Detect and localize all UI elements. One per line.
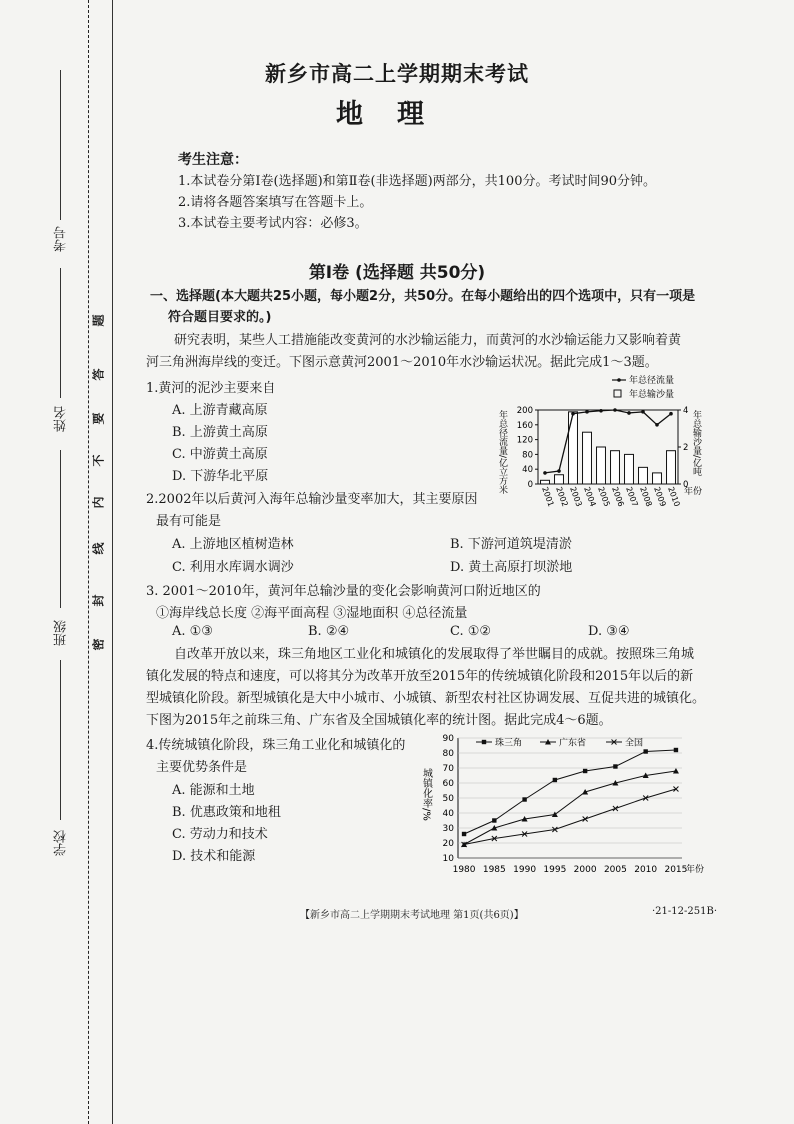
section-title: 第Ⅰ卷 (选择题 共50分) <box>308 263 486 283</box>
sediment-bar <box>653 473 662 484</box>
left-tick-label: 160 <box>516 420 533 431</box>
runoff-point <box>641 410 645 414</box>
x-tick-label: 2015 <box>664 865 688 875</box>
legend-bar-swatch <box>614 390 621 397</box>
q3-option-b: B. ②④ <box>308 624 350 639</box>
notice-item: 3.本试卷主要考试内容：必修3。 <box>178 216 368 231</box>
sediment-bar <box>583 432 592 484</box>
left-tick-label: 80 <box>522 450 533 461</box>
x-tick-label: 2006 <box>610 485 626 508</box>
x-tick-label: 2010 <box>666 485 682 508</box>
q4-stem-2: 主要优势条件是 <box>156 760 248 775</box>
series-point <box>462 832 466 836</box>
name-fill-line <box>60 268 61 398</box>
y-tick-label: 30 <box>442 824 454 834</box>
x-tick-label: 2007 <box>624 485 640 508</box>
x-tick-label: 2005 <box>603 865 627 875</box>
seal-char: 答 <box>91 368 106 381</box>
name-label: 姓名 <box>54 406 69 432</box>
exam-no-label: 考号 <box>54 226 69 252</box>
series-point <box>492 818 496 822</box>
x-tick-label: 1985 <box>482 865 506 875</box>
series-point <box>522 797 526 801</box>
seal-char: 封 <box>91 594 106 607</box>
q2-option-b: B. 下游河道筑堤清淤 <box>450 537 572 552</box>
right-tick-label: 2 <box>683 443 689 453</box>
runoff-point <box>613 408 617 412</box>
passage1-line: 研究表明，某些人工措施能改变黄河的水沙输运能力，而黄河的水沙输运能力又影响着黄 <box>174 333 682 348</box>
passage2-line: 型城镇化阶段。新型城镇化是大中小城市、小城镇、新型农村社区协调发展、互促共进的城镇化。 <box>146 691 706 706</box>
left-tick-label: 120 <box>516 435 533 446</box>
x-tick-label: 2008 <box>638 485 654 508</box>
legend-marker <box>482 740 486 744</box>
q4-option-d: D. 技术和能源 <box>172 849 256 864</box>
sediment-bar <box>569 412 578 484</box>
left-tick-label: 40 <box>522 465 533 476</box>
x-tick-label: 2005 <box>596 485 612 508</box>
series-line <box>464 789 676 845</box>
series-point <box>674 748 678 752</box>
runoff-point <box>585 410 589 414</box>
legend-label: 全国 <box>625 738 644 749</box>
series-point <box>613 764 617 768</box>
q3-option-a: A. ①③ <box>172 624 213 639</box>
y-tick-label: 60 <box>442 779 454 789</box>
seal-char: 密 <box>91 638 106 651</box>
q3-stem: 3. 2001～2010年，黄河年总输沙量的变化会影响黄河口附近地区的 <box>146 584 541 599</box>
q3-option-c: C. ①② <box>450 624 492 639</box>
right-tick-label: 4 <box>683 406 689 416</box>
runoff-point <box>669 412 673 416</box>
x-tick-label: 1990 <box>513 865 537 875</box>
series-point <box>583 769 587 773</box>
seal-char: 线 <box>91 542 106 555</box>
y-tick-label: 50 <box>442 794 454 804</box>
runoff-point <box>627 411 631 415</box>
legend-line-marker <box>617 378 621 382</box>
q3-option-d: D. ③④ <box>588 624 630 639</box>
q1-option-c: C. 中游黄土高原 <box>172 447 268 462</box>
runoff-line <box>545 410 671 473</box>
legend-runoff-label: 年总径流量 <box>629 376 675 386</box>
left-axis-label: 年总径流量/亿立方米 <box>497 410 507 495</box>
passage2-line: 下图为2015年之前珠三角、广东省及全国城镇化率的统计图。据此完成4～6题。 <box>146 713 612 728</box>
y-tick-label: 20 <box>442 839 454 849</box>
x-tick-label: 2004 <box>582 485 598 508</box>
seal-char: 题 <box>91 314 106 327</box>
x-axis-label: 年份 <box>684 487 703 497</box>
series-point <box>553 778 557 782</box>
y-tick-label: 80 <box>442 749 454 759</box>
series-point <box>643 749 647 753</box>
x-tick-label: 2001 <box>540 485 556 508</box>
legend-label: 珠三角 <box>495 738 523 749</box>
runoff-point <box>599 409 603 413</box>
legend-label: 广东省 <box>559 738 587 749</box>
sediment-bar <box>555 475 564 484</box>
notice-heading: 考生注意： <box>178 152 248 168</box>
class-label: 班级 <box>54 620 69 646</box>
q4-stem: 4.传统城镇化阶段，珠三角工业化和城镇化的 <box>146 738 406 753</box>
series-point <box>673 768 679 774</box>
q1-stem: 1.黄河的泥沙主要来自 <box>146 381 276 396</box>
notice-item: 1.本试卷分第Ⅰ卷(选择题)和第Ⅱ卷(非选择题)两部分，共100分。考试时间90分钟。 <box>178 174 657 189</box>
x-tick-label: 1995 <box>543 865 567 875</box>
q1-option-a: A. 上游青藏高原 <box>172 403 268 418</box>
q3-items: ①海岸线总长度 ②海平面高程 ③湿地面积 ④总径流量 <box>156 606 468 621</box>
right-axis-label: 年总输沙量/亿吨 <box>691 410 701 477</box>
y-axis-label: 城镇化率/% <box>420 768 432 821</box>
footer-text: 【新乡市高二上学期期末考试地理 第1页(共6页)】 <box>300 910 524 921</box>
subject-title: 地理 <box>336 99 458 130</box>
x-axis-label: 年份 <box>686 865 705 875</box>
exam-title: 新乡市高二上学期期末考试 <box>265 62 529 86</box>
q4-option-a: A. 能源和土地 <box>172 783 255 798</box>
binding-solid-line <box>112 0 113 1124</box>
q2-option-d: D. 黄土高原打坝淤地 <box>450 560 573 575</box>
y-tick-label: 90 <box>442 734 454 744</box>
q4-option-c: C. 劳动力和技术 <box>172 827 268 842</box>
footer-code: ·21-12-251B· <box>652 906 717 917</box>
seal-char: 内 <box>91 496 106 509</box>
x-tick-label: 2009 <box>652 485 668 508</box>
x-tick-label: 1980 <box>452 865 476 875</box>
q2-option-c: C. 利用水库调水调沙 <box>172 560 294 575</box>
notice-block <box>178 150 656 234</box>
sediment-bar <box>667 451 676 484</box>
binding-dashed-line <box>88 0 89 1124</box>
runoff-point <box>571 412 575 416</box>
notice-item: 2.请将各题答案填写在答题卡上。 <box>178 195 373 210</box>
x-tick-label: 2010 <box>634 865 658 875</box>
q2-option-a: A. 上游地区植树造林 <box>172 537 294 552</box>
seal-char: 要 <box>91 412 106 425</box>
section-instruction: 一、选择题(本大题共25小题，每小题2分，共50分。在每小题给出的四个选项中，只有一项是 <box>150 289 696 304</box>
runoff-point <box>543 471 547 475</box>
left-tick-label: 0 <box>527 480 533 490</box>
sediment-bar <box>639 467 648 484</box>
sediment-bar <box>611 451 620 484</box>
x-tick-label: 2003 <box>568 485 584 508</box>
right-tick-label: 0 <box>683 480 689 490</box>
q4-option-b: B. 优惠政策和地租 <box>172 805 281 820</box>
sediment-bar <box>541 480 550 484</box>
passage2-line: 镇化发展的特点和速度，可以将其分为改革开放至2015年的传统城镇化阶段和2015年以后的新 <box>146 669 694 684</box>
y-tick-label: 40 <box>442 809 454 819</box>
passage2-line: 自改革开放以来，珠三角地区工业化和城镇化的发展取得了举世瞩目的成就。按照珠三角城 <box>174 647 695 662</box>
school-fill-line <box>60 660 61 820</box>
q1-option-b: B. 上游黄土高原 <box>172 425 268 440</box>
q2-stem-2: 最有可能是 <box>156 514 222 529</box>
yellow-river-chart <box>492 372 728 518</box>
sediment-bar <box>597 447 606 484</box>
q2-stem: 2.2002年以后黄河入海年总输沙量变率加大，其主要原因 <box>146 492 478 507</box>
legend-sediment-label: 年总输沙量 <box>629 390 675 400</box>
y-tick-label: 70 <box>442 764 454 774</box>
left-tick-label: 200 <box>516 406 533 416</box>
x-tick-label: 2002 <box>554 485 570 508</box>
q1-option-d: D. 下游华北平原 <box>172 469 269 484</box>
section-instruction-2: 符合题目要求的。) <box>168 310 272 325</box>
school-label: 学校 <box>54 830 69 856</box>
class-fill-line <box>60 450 61 608</box>
urbanization-chart <box>420 730 720 880</box>
runoff-point <box>557 469 561 473</box>
series-line <box>464 771 676 845</box>
runoff-point <box>655 423 659 427</box>
sediment-bar <box>625 454 634 484</box>
y-tick-label: 10 <box>442 854 454 864</box>
seal-char: 不 <box>91 454 106 467</box>
passage1-line: 河三角洲海岸线的变迁。下图示意黄河2001～2010年水沙输运状况。据此完成1～3题。 <box>146 355 658 370</box>
x-tick-label: 2000 <box>573 865 597 875</box>
